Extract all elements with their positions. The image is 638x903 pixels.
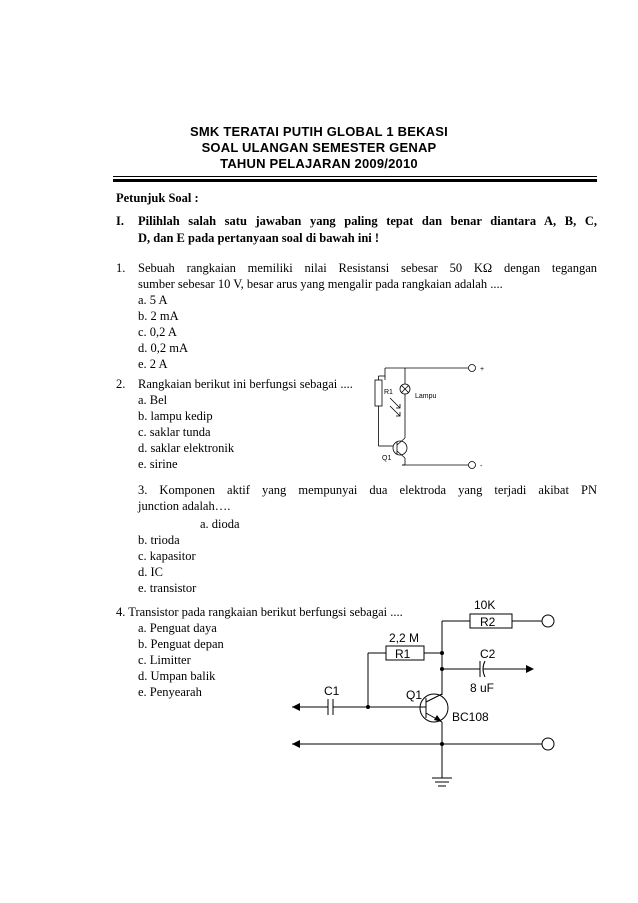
q1-option-b: b. 2 mA: [138, 309, 179, 323]
instructions-title: Petunjuk Soal :: [116, 191, 199, 205]
q4-amplifier-circuit: [280, 590, 580, 795]
q4-q1-type: BC108: [452, 710, 489, 724]
q2-option-c: c. saklar tunda: [138, 425, 211, 439]
section-number: I.: [116, 214, 124, 228]
q2-circuit-lamp-label: Lampu: [415, 393, 437, 400]
q3-line1: 3. Komponen aktif yang mempunyai dua elektroda yang terjadi akibat PN: [138, 483, 597, 497]
q4-option-b: b. Penguat depan: [138, 637, 224, 651]
q4-r2-label: R2: [480, 615, 496, 629]
q4-option-d: d. Umpan balik: [138, 669, 216, 683]
q1-option-a: a. 5 A: [138, 293, 168, 307]
q1-number: 1.: [116, 261, 126, 275]
q2-option-e: e. sirine: [138, 457, 178, 471]
q2-option-b: b. lampu kedip: [138, 409, 213, 423]
q2-number: 2.: [116, 377, 126, 391]
q4-option-e: e. Penyearah: [138, 685, 202, 699]
q2-option-d: d. saklar elektronik: [138, 441, 235, 455]
q2-option-a: a. Bel: [138, 393, 168, 407]
q4-c1-label: C1: [324, 684, 340, 698]
exam-title: SOAL ULANGAN SEMESTER GENAP: [201, 140, 437, 155]
q1-line2: sumber sebesar 10 V, besar arus yang mengalir pada rangkaian adalah ....: [138, 277, 503, 291]
q3-line2: junction adalah….: [138, 499, 231, 513]
q1-option-d: d. 0,2 mA: [138, 341, 188, 355]
q2-circuit-plus: +: [480, 366, 485, 373]
q4-q1-label: Q1: [406, 688, 423, 702]
q1-line1: Sebuah rangkaian memiliki nilai Resistansi sebesar 50 KΩ dengan tegangan: [138, 261, 597, 275]
q4-r2-value: 10K: [474, 598, 496, 612]
q4-c2-label: C2: [480, 647, 496, 661]
section-instruction-line2: D, dan E pada pertanyaan soal di bawah ini !: [138, 231, 380, 245]
q2-text: Rangkaian berikut ini berfungsi sebagai ....: [138, 377, 353, 391]
q2-circuit-minus: -: [480, 463, 483, 470]
q4-text: 4. Transistor pada rangkaian berikut berfungsi sebagai ....: [116, 605, 403, 619]
q3-option-e: e. transistor: [138, 581, 197, 595]
q4-c2-value: 8 uF: [470, 681, 495, 695]
q4-r1-label: R1: [395, 647, 411, 661]
school-name: SMK TERATAI PUTIH GLOBAL 1 BEKASI: [190, 124, 448, 139]
q3-option-c: c. kapasitor: [138, 549, 196, 563]
header-rule-thick: [113, 179, 597, 182]
q2-circuit-diagram: [360, 358, 490, 473]
q2-circuit-r1-label: R1: [384, 389, 393, 396]
q2-circuit-q1-label: Q1: [382, 455, 392, 462]
q3-option-a: a. dioda: [200, 517, 240, 531]
q4-option-c: c. Limitter: [138, 653, 191, 667]
q4-option-a: a. Penguat daya: [138, 621, 217, 635]
q1-option-e: e. 2 A: [138, 357, 168, 371]
q1-option-c: c. 0,2 A: [138, 325, 177, 339]
q3-option-b: b. trioda: [138, 533, 180, 547]
section-instruction-line1: Pilihlah salah satu jawaban yang paling tepat dan benar diantara A, B, C,: [138, 214, 597, 228]
q3-option-d: d. IC: [138, 565, 163, 579]
header-rule-thin: [113, 176, 597, 177]
q4-r1-value: 2,2 M: [389, 631, 420, 645]
academic-year: TAHUN PELAJARAN 2009/2010: [220, 156, 418, 171]
